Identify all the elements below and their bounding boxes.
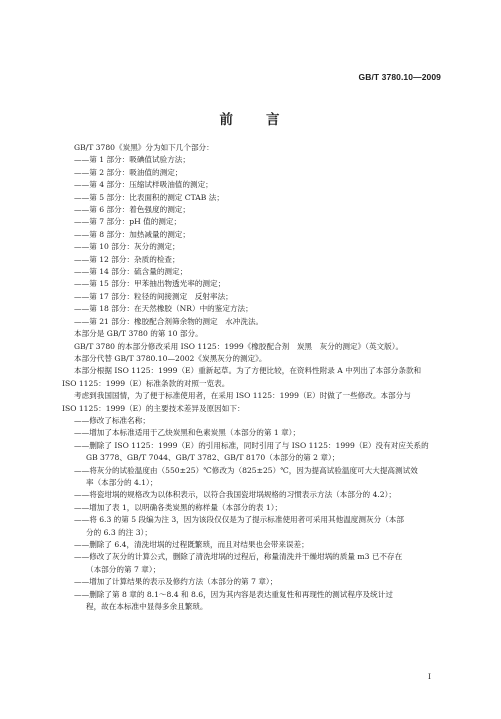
text-line: ——第 10 部分：灰分的测定； [74,242,180,252]
text-line: ——第 14 部分：硫含量的测定； [74,267,188,277]
text-line: ——第 17 部分：粒径的间接测定 反射率法； [74,291,233,301]
text-line: GB/T 3780《炭黑》分为如下几个部分： [74,143,214,152]
text-line: ——增加了表 1，以明确各类炭黑的称样量（本部分的表 1）； [74,502,283,512]
page-title: 前 言 [219,112,282,128]
text-line: ——修改了灰分的计算公式，删除了清洗坩埚的过程后，称量清洗并干燥坩埚的质量 m3 已不存在 [74,552,403,562]
text-line: GB 3778、GB/T 7044、GB/T 3782、GB/T 8170（本部分的第 2 章）； [86,453,340,463]
text-line: ISO 1125：1999（E）标准条款的对照一览表。 [62,378,230,388]
text-line: ——第 15 部分：甲苯抽出物透光率的测定； [74,279,226,289]
text-line: ——第 18 部分：在天然橡胶（NR）中的鉴定方法； [74,304,253,314]
text-line: 本部分是 GB/T 3780 的第 10 部分。 [74,329,203,339]
text-line: 本部分根据 ISO 1125：1999（E）重新起草。为了方便比较，在资料性附录 A 中列出了本部分条款和 [74,366,422,376]
text-line: ——删除了 ISO 1125：1999（E）的引用标准，同时引用了与 ISO 1125：1999（E）没有对应关系的 [74,440,429,450]
text-line: ——第 1 部分：吸碘值试验方法； [74,155,190,165]
text-line: ——第 7 部分：pH 值的测定； [74,217,182,227]
text-line: ——增加了本标准适用于乙炔炭黑和色素炭黑（本部分的第 1 章）； [74,428,301,438]
text-line: ——将瓷坩埚的规格改为以体积表示，以符合我国瓷坩埚规格的习惯表示方法（本部分的 4.2）； [74,490,397,500]
text-line: GB/T 3780 的本部分修改采用 ISO 1125：1999《橡胶配合剂 炭黑 灰分的测定》（英文版）。 [74,341,404,351]
text-line: ——将灰分的试验温度由（550±25）℃修改为（825±25）℃，因为提高试验温度可大大提高测试效 [74,465,418,475]
text-line: 本部分代替 GB/T 3780.10—2002《炭黑灰分的测定》。 [74,353,267,363]
text-line: ——增加了计算结果的表示及修约方法（本部分的第 7 章）； [74,577,278,587]
text-line: ——修改了标准名称； [74,415,150,425]
text-line: ——删除了第 8 章的 8.1～8.4 和 8.6，因为其内容是表达重复性和再现性的测试程序及统计过 [74,589,393,599]
text-line: ——将 6.3 的第 5 段编为注 3，因为该段仅仅是为了提示标准使用者可采用其他温度测灰分（本部 [74,515,404,525]
text-line: ——第 8 部分：加热减量的测定； [74,229,190,239]
text-line: ——第 4 部分：压缩试样吸油值的测定； [74,180,213,190]
foreword-body [62,142,442,613]
text-line: ISO 1125：1999（E）的主要技术差异及原因如下： [62,403,245,413]
text-line: ——第 12 部分：杂质的检查； [74,254,180,264]
text-line: ——删除了 6.4，清洗坩埚的过程既繁琐，而且对结果也会带来误差； [74,540,309,549]
page-number: I [428,672,431,681]
text-line: 程，故在本标准中显得多余且繁琐。 [86,602,208,612]
text-line: 率（本部分的 4.1）； [86,477,158,487]
text-line: （本部分的第 7 章）； [86,564,161,574]
standard-number: GB/T 3780.10—2009 [358,72,441,82]
text-line: 考虑到我国国情，为了便于标准使用者，在采用 ISO 1125：1999（E）时做了一些修改。本部分与 [74,391,411,401]
text-line: ——第 21 部分：橡胶配合剂筛余物的测定 水冲洗法。 [74,316,264,326]
text-line: 分的 6.3 的注 3）； [86,527,152,537]
text-line: ——第 5 部分：比表面积的测定 CTAB 法； [74,192,224,202]
text-line: ——第 6 部分：着色强度的测定； [74,205,190,215]
text-line: ——第 2 部分：吸油值的测定； [74,167,183,177]
